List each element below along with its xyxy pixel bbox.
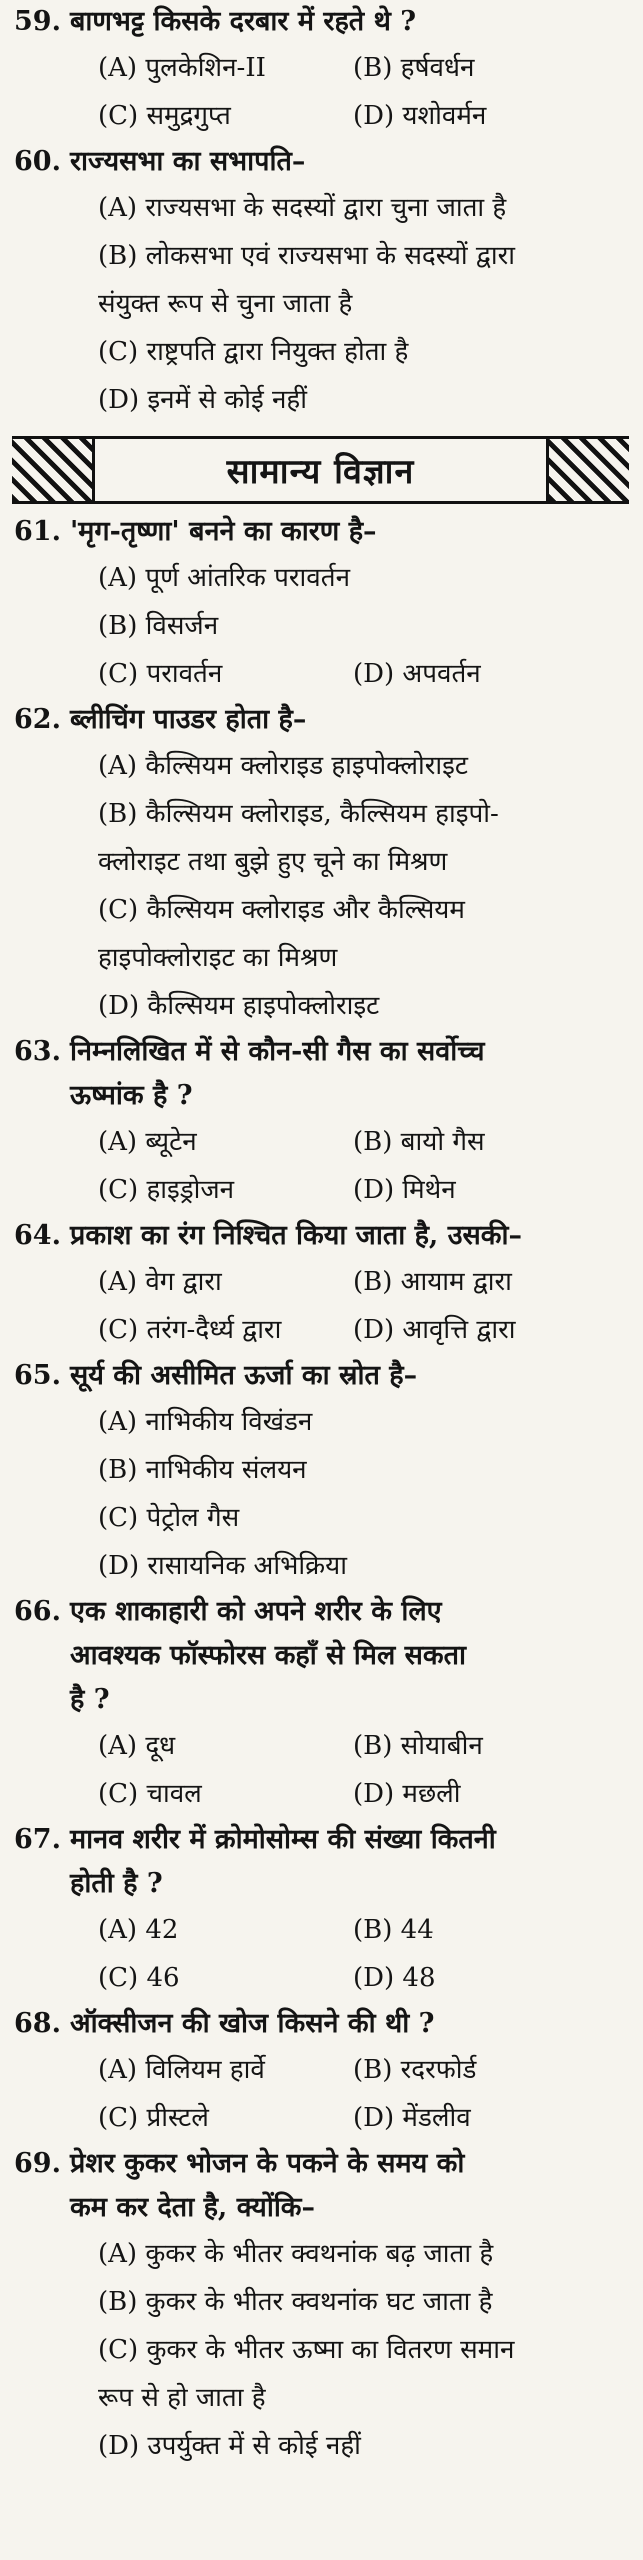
options — [14, 1398, 625, 1590]
options — [14, 1118, 625, 1214]
options — [14, 742, 625, 1030]
question-stem — [14, 0, 625, 44]
question-text — [70, 140, 625, 184]
option: (A) पूर्ण आंतरिक परावर्तन — [98, 563, 350, 593]
question-text-line: ऊष्मांक है ? — [70, 1080, 193, 1111]
option-row — [98, 1118, 625, 1166]
question-text — [70, 1590, 625, 1722]
option: संयुक्त रूप से चुना जाता है — [98, 289, 353, 319]
question-stem — [14, 140, 625, 184]
question-number: 66. — [14, 1596, 61, 1627]
option: (A) नाभिकीय विखंडन — [98, 1407, 313, 1437]
question — [14, 0, 625, 140]
option: (A) कुकर के भीतर क्वथनांक बढ़ जाता है — [98, 2239, 494, 2269]
question-text — [70, 1030, 625, 1118]
option: (C) परावर्तन — [98, 659, 223, 689]
option: हाइपोक्लोराइट का मिश्रण — [98, 943, 338, 973]
question-stem — [14, 1590, 625, 1722]
option-row — [98, 1722, 625, 1770]
option: (C) राष्ट्रपति द्वारा नियुक्त होता है — [98, 337, 409, 367]
question — [14, 140, 625, 424]
option: (C) चावल — [98, 1779, 202, 1809]
option: (D) इनमें से कोई नहीं — [98, 385, 307, 415]
question-number: 60. — [14, 146, 61, 177]
question-text — [70, 510, 625, 554]
question — [14, 1354, 625, 1590]
question — [14, 1030, 625, 1214]
question-number: 61. — [14, 516, 61, 547]
option-row — [98, 1770, 625, 1818]
question-number: 65. — [14, 1360, 61, 1391]
question-text-line: बाणभट्ट किसके दरबार में रहते थे ? — [70, 6, 417, 37]
hatch-decoration-left — [12, 439, 95, 501]
option: (A) पुलकेशिन-II — [98, 53, 266, 83]
question — [14, 698, 625, 1030]
question-text-line: कम कर देता है, क्योंकि– — [70, 2192, 316, 2223]
option: क्लोराइट तथा बुझे हुए चूने का मिश्रण — [98, 847, 448, 877]
question-stem — [14, 1030, 625, 1118]
question-text-line: निम्नलिखित में से कौन-सी गैस का सर्वोच्च — [70, 1036, 485, 1067]
option: (C) कैल्सियम क्लोराइड और कैल्सियम — [98, 895, 465, 925]
option-row — [98, 2094, 625, 2142]
option-row — [98, 1306, 625, 1354]
question-text-line: ऑक्सीजन की खोज किसने की थी ? — [70, 2008, 435, 2039]
option-row — [98, 44, 625, 92]
option: (A) 42 — [98, 1915, 179, 1945]
options — [14, 2046, 625, 2142]
question-text-line: मानव शरीर में क्रोमोसोम्स की संख्या कितनी — [70, 1824, 496, 1855]
option: (B) नाभिकीय संलयन — [98, 1455, 307, 1485]
option: (A) ब्यूटेन — [98, 1127, 197, 1157]
question-text-line: सूर्य की असीमित ऊर्जा का स्रोत है– — [70, 1360, 418, 1391]
option-row — [98, 650, 625, 698]
option: (D) 48 — [353, 1963, 436, 1993]
option: (A) राज्यसभा के सदस्यों द्वारा चुना जाता है — [98, 193, 507, 223]
option: (C) प्रीस्टले — [98, 2103, 209, 2133]
question-text — [70, 2002, 625, 2046]
question-text-line: है ? — [70, 1684, 110, 1715]
option: (B) हर्षवर्धन — [353, 53, 475, 83]
option: (B) 44 — [353, 1915, 434, 1945]
question-text — [70, 2142, 625, 2230]
option-row — [98, 92, 625, 140]
question-number: 67. — [14, 1824, 61, 1855]
question — [14, 2002, 625, 2142]
option: (B) कुकर के भीतर क्वथनांक घट जाता है — [98, 2287, 493, 2317]
question-stem — [14, 2002, 625, 2046]
hatch-decoration-right — [546, 439, 629, 501]
questions-history — [14, 0, 625, 424]
options — [14, 1258, 625, 1354]
option-row — [98, 2046, 625, 2094]
options — [14, 1906, 625, 2002]
option: (C) तरंग-दैर्ध्य द्वारा — [98, 1315, 282, 1345]
question-number: 63. — [14, 1036, 61, 1067]
option: (D) मछली — [353, 1779, 461, 1809]
question — [14, 1214, 625, 1354]
question-number: 59. — [14, 6, 61, 37]
question-stem — [14, 1354, 625, 1398]
question-stem — [14, 2142, 625, 2230]
option: (D) मिथेन — [353, 1175, 456, 1205]
options — [14, 554, 625, 698]
option: (A) कैल्सियम क्लोराइड हाइपोक्लोराइट — [98, 751, 468, 781]
option: (D) कैल्सियम हाइपोक्लोराइट — [98, 991, 380, 1021]
question — [14, 1590, 625, 1818]
question-text-line: प्रकाश का रंग निश्चित किया जाता है, उसकी– — [70, 1220, 523, 1251]
option: (D) रासायनिक अभिक्रिया — [98, 1551, 347, 1581]
option: रूप से हो जाता है — [98, 2383, 266, 2413]
section-banner — [12, 436, 629, 504]
option: (B) आयाम द्वारा — [353, 1267, 512, 1297]
question-number: 64. — [14, 1220, 61, 1251]
question-stem — [14, 1214, 625, 1258]
option: (C) समुद्रगुप्त — [98, 101, 231, 131]
question-text-line: 'मृग-तृष्णा' बनने का कारण है– — [70, 516, 377, 547]
options — [14, 184, 625, 424]
question-text-line: प्रेशर कुकर भोजन के पकने के समय को — [70, 2148, 465, 2179]
option: (D) अपवर्तन — [353, 659, 481, 689]
option: (D) यशोवर्मन — [353, 101, 487, 131]
option: (B) कैल्सियम क्लोराइड, कैल्सियम हाइपो- — [98, 799, 499, 829]
option: (C) पेट्रोल गैस — [98, 1503, 240, 1533]
option: (B) रदरफोर्ड — [353, 2055, 477, 2085]
question-text — [70, 1354, 625, 1398]
option-row — [98, 1258, 625, 1306]
option: (A) विलियम हार्वे — [98, 2055, 265, 2085]
option: (D) उपर्युक्त में से कोई नहीं — [98, 2431, 361, 2461]
option: (D) आवृत्ति द्वारा — [353, 1315, 516, 1345]
question-text — [70, 0, 625, 44]
question-text-line: आवश्यक फॉस्फोरस कहाँ से मिल सकता — [70, 1640, 467, 1671]
question-text-line: एक शाकाहारी को अपने शरीर के लिए — [70, 1596, 442, 1627]
question-text — [70, 698, 625, 742]
option: (A) वेग द्वारा — [98, 1267, 222, 1297]
options — [14, 1722, 625, 1818]
question — [14, 2142, 625, 2470]
question-number: 69. — [14, 2148, 61, 2179]
option: (C) कुकर के भीतर ऊष्मा का वितरण समान — [98, 2335, 515, 2365]
question-text-line: ब्लीचिंग पाउडर होता है– — [70, 704, 307, 735]
question-stem — [14, 1818, 625, 1906]
option: (B) सोयाबीन — [353, 1731, 483, 1761]
option: (D) मेंडलीव — [353, 2103, 471, 2133]
option: (C) 46 — [98, 1963, 180, 1993]
option: (B) विसर्जन — [98, 611, 219, 641]
question-stem — [14, 510, 625, 554]
question-number: 68. — [14, 2008, 61, 2039]
question-text — [70, 1214, 625, 1258]
option: (B) लोकसभा एवं राज्यसभा के सदस्यों द्वारा — [98, 241, 515, 271]
question-stem — [14, 698, 625, 742]
option-row — [98, 1954, 625, 2002]
question — [14, 1818, 625, 2002]
question-text — [70, 1818, 625, 1906]
option: (C) हाइड्रोजन — [98, 1175, 235, 1205]
section-title: सामान्य विज्ञान — [226, 452, 415, 492]
question-text-line: होती है ? — [70, 1868, 163, 1899]
option-row — [98, 1166, 625, 1214]
question-text-line: राज्यसभा का सभापति– — [70, 146, 306, 177]
option: (B) बायो गैस — [353, 1127, 485, 1157]
options — [14, 44, 625, 140]
question-number: 62. — [14, 704, 61, 735]
question — [14, 510, 625, 698]
questions-science — [14, 510, 625, 2470]
options — [14, 2230, 625, 2470]
option-row — [98, 1906, 625, 1954]
option: (A) दूध — [98, 1731, 176, 1761]
